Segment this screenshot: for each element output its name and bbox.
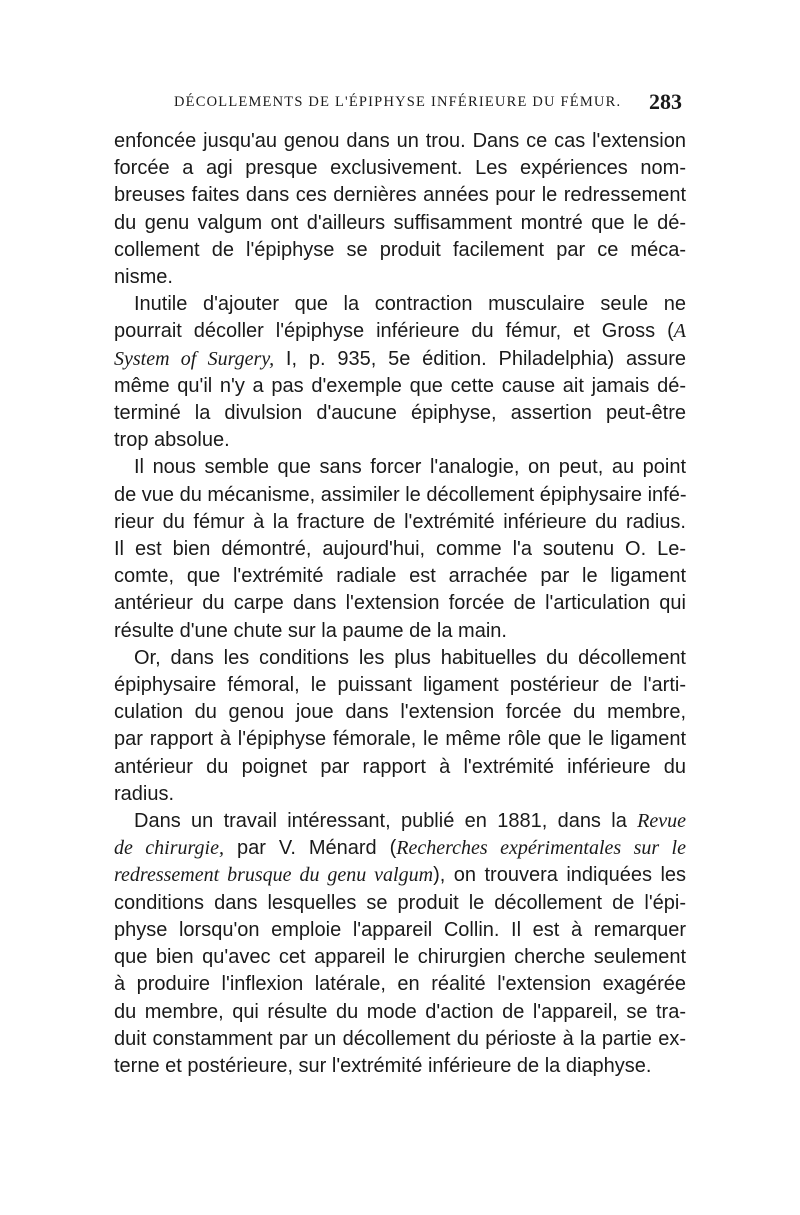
- text-line: de vue du mécanisme, assimiler le décollement épiphysaire infé-: [114, 483, 687, 506]
- text-line: collement de l'épiphyse se produit facilement par ce méca-: [114, 238, 686, 261]
- text-line: antérieur du carpe dans l'extension forcée de l'articulation qui: [114, 592, 686, 615]
- text-line: breuses faites dans ces dernières années pour le redressement: [114, 184, 686, 207]
- text-segment: ), on trouvera indiquées les: [433, 864, 687, 887]
- italic-title: redressement brusque du genu valgum: [114, 864, 434, 887]
- text-line: résulte d'une chute sur la paume de la main.: [114, 619, 507, 642]
- italic-title: A: [673, 320, 686, 343]
- text-line: [114, 862, 686, 889]
- text-segment: par V. Ménard (: [223, 837, 397, 860]
- text-line: radius.: [114, 782, 175, 805]
- text-line: Inutile d'ajouter que la contraction musculaire seule ne: [134, 293, 686, 316]
- italic-title: Revue: [637, 810, 686, 833]
- paragraph: [114, 291, 686, 454]
- text-line: même qu'il n'y a pas d'exemple que cette cause ait jamais dé-: [114, 374, 686, 397]
- text-line: [114, 346, 686, 373]
- text-line: [114, 318, 686, 345]
- text-line: enfoncée jusqu'au genou dans un trou. Dans ce cas l'extension: [114, 130, 686, 152]
- text-line: du membre, qui résulte du mode d'action de l'appareil, se tra-: [114, 1000, 686, 1023]
- text-line: terminé la divulsion d'aucune épiphyse, assertion peut-être: [114, 402, 686, 425]
- text-line: rieur du fémur à la fracture de l'extrémité inférieure du radius.: [114, 510, 686, 533]
- text-line: du genu valgum ont d'ailleurs suffisamment montré que le dé-: [114, 211, 686, 234]
- page-number: 283: [649, 89, 682, 114]
- text-line: physe lorsqu'on emploie l'appareil Collin. Il est à remarquer: [114, 918, 686, 941]
- text-segment: Dans un travail intéressant, publié en 1881, dans la: [134, 810, 638, 833]
- text-line: Il est bien démontré, aujourd'hui, comme l'a soutenu O. Le-: [114, 538, 686, 561]
- text-line: duit constamment par un décollement du périoste à la partie ex-: [114, 1027, 686, 1050]
- text-line: Or, dans les conditions les plus habituelles du décollement: [134, 646, 686, 669]
- text-line: par rapport à l'épiphyse fémorale, le même rôle que le ligament: [114, 728, 686, 751]
- text-line: épiphysaire fémoral, le puissant ligament postérieur de l'arti-: [114, 674, 686, 697]
- italic-title: System of Surgery,: [114, 347, 275, 370]
- text-line: trop absolue.: [114, 429, 230, 452]
- text-line: Il nous semble que sans forcer l'analogie, on peut, au point: [134, 456, 686, 479]
- paragraph: [114, 128, 686, 291]
- text-line: forcée a agi presque exclusivement. Les expériences nom-: [114, 157, 686, 180]
- paragraph: [114, 808, 686, 1080]
- running-header: [114, 89, 686, 120]
- text-line: culation du genou joue dans l'extension forcée du membre,: [114, 701, 686, 724]
- running-title: DÉCOLLEMENTS DE L'ÉPIPHYSE INFÉRIEURE DU FÉMUR.: [174, 94, 622, 110]
- italic-title: de chirurgie,: [114, 837, 224, 860]
- text-line: comte, que l'extrémité radiale est arrachée par le ligament: [114, 565, 686, 588]
- text-line: antérieur du poignet par rapport à l'extrémité inférieure du: [114, 755, 686, 778]
- text-segment: pourrait décoller l'épiphyse inférieure du fémur, et Gross (: [114, 320, 674, 343]
- text-line: conditions dans lesquelles se produit le décollement de l'épi-: [114, 891, 686, 914]
- text-segment: I, p. 935, 5e édition. Philadelphia) assure: [274, 347, 686, 370]
- italic-title: Recherches expérimentales sur le: [396, 837, 686, 860]
- book-page: [114, 89, 687, 1080]
- text-line: à produire l'inflexion latérale, en réalité l'extension exagérée: [114, 973, 686, 996]
- text-line: terne et postérieure, sur l'extrémité inférieure de la diaphyse.: [114, 1054, 652, 1077]
- text-line: nisme.: [114, 266, 173, 289]
- paragraph: [114, 645, 686, 808]
- text-line: [114, 835, 686, 862]
- text-line: [114, 808, 686, 835]
- paragraph: [114, 454, 686, 644]
- text-line: que bien qu'avec cet appareil le chirurgien cherche seulement: [114, 946, 686, 969]
- body-text: [114, 128, 686, 1080]
